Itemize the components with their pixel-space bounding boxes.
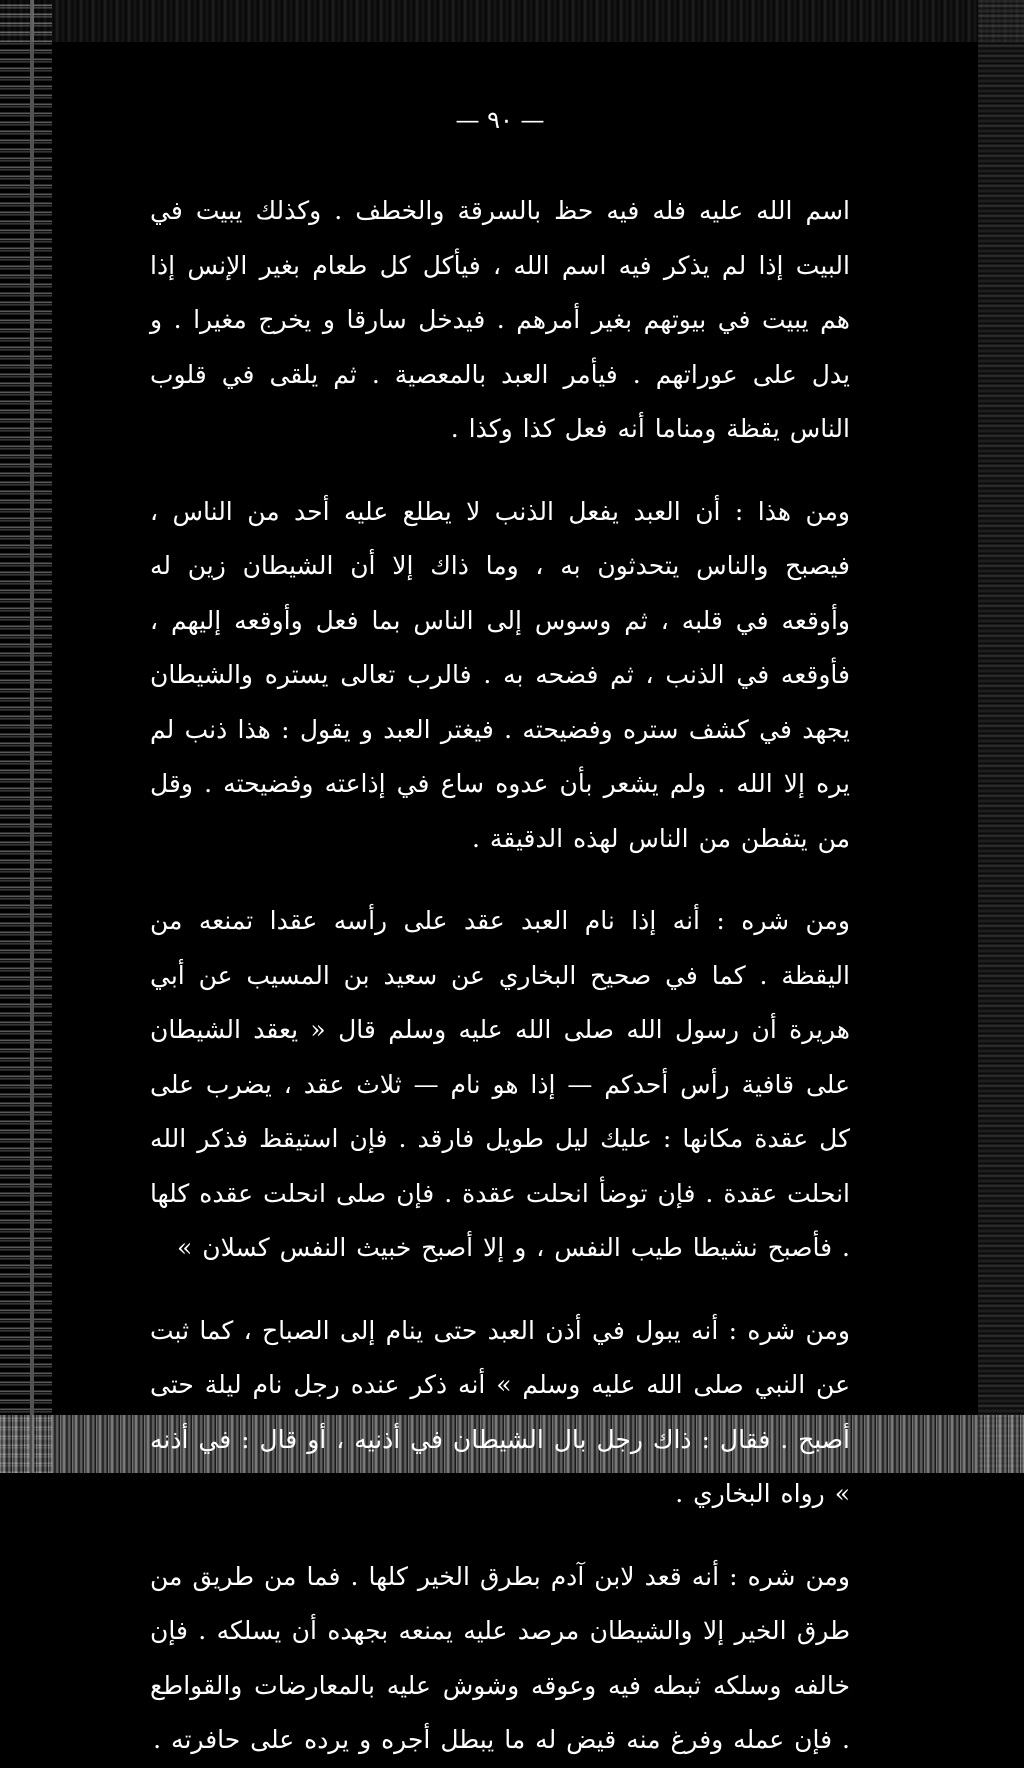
paragraph-2: ومن هذا : أن العبد يفعل الذنب لا يطلع عليه أحد من الناس ، فيصبح والناس يتحدثون به ، وما ذاك إلا أن الشيطان زين له وأوقعه في قلبه ، ثم وسوس إلى الناس بما فعل وأوقعه إليهم ، فأوقعه في الذنب ، ثم فضحه به . فالرب تعالى يستره والشيطان يجهد في كشف ستره وفضيحته . فيغتر العبد و يقول : هذا ذنب لم يره إلا الله . ولم يشعر بأن عدوه ساع في إذاعته وفضيحته . وقل من يتفطن من الناس لهذه الدقيقة . — [150, 496, 850, 853]
paragraph-1: اسم الله عليه فله فيه حظ بالسرقة والخطف . وكذلك يبيت في البيت إذا لم يذكر فيه اسم الله ، فيأكل كل طعام بغير الإنس إذا هم يبيت في بيوتهم بغير أمرهم . فيدخل سارقا و يخرج مغيرا . و يدل على عوراتهم . فيأمر العبد بالمعصية . ثم يلقى في قلوب الناس يقظة ومناما أنه فعل كذا وكذا . — [150, 196, 850, 443]
paragraph-4: ومن شره : أنه يبول في أذن العبد حتى ينام إلى الصباح ، كما ثبت عن النبي صلى الله عليه وسلم » أنه ذكر عنده رجل نام ليلة حتى أصبح . فقال : ذاك رجل بال الشيطان في أذنيه ، أو قال : في أذنه » رواه البخاري . — [150, 1315, 850, 1508]
scan-border-left — [0, 0, 52, 1473]
scan-border-top — [0, 0, 1024, 42]
scan-border-right — [978, 0, 1024, 1473]
page-number: — ٩٠ — — [455, 106, 545, 134]
scanned-page — [150, 100, 850, 1754]
paragraph-3: ومن شره : أنه إذا نام العبد عقد على رأسه عقدا تمنعه من اليقظة . كما في صحيح البخاري عن سعيد بن المسيب عن أبي هريرة أن رسول الله صلى الله عليه وسلم قال « يعقد الشيطان على قافية رأس أحدكم — إذا هو نام — ثلاث عقد ، يضرب على كل عقدة مكانها : عليك ليل طويل فارقد . فإن استيقظ فذكر الله انحلت عقدة . فإن توضأ انحلت عقدة . فإن صلى انحلت عقده كلها . فأصبح نشيطا طيب النفس ، و إلا أصبح خبيث النفس كسلان » — [150, 906, 850, 1262]
paragraph-5: ومن شره : أنه قعد لابن آدم بطرق الخير كلها . فما من طريق من طرق الخير إلا والشيطان مرصد عليه يمنعه بجهده أن يسلكه . فإن خالفه وسلكه ثبطه فيه وعوقه وشوش عليه بالمعارضات والقواطع . فإن عمله وفرغ منه قيض له ما يبطل أجره و يرده على حافرته . — [150, 1561, 850, 1754]
